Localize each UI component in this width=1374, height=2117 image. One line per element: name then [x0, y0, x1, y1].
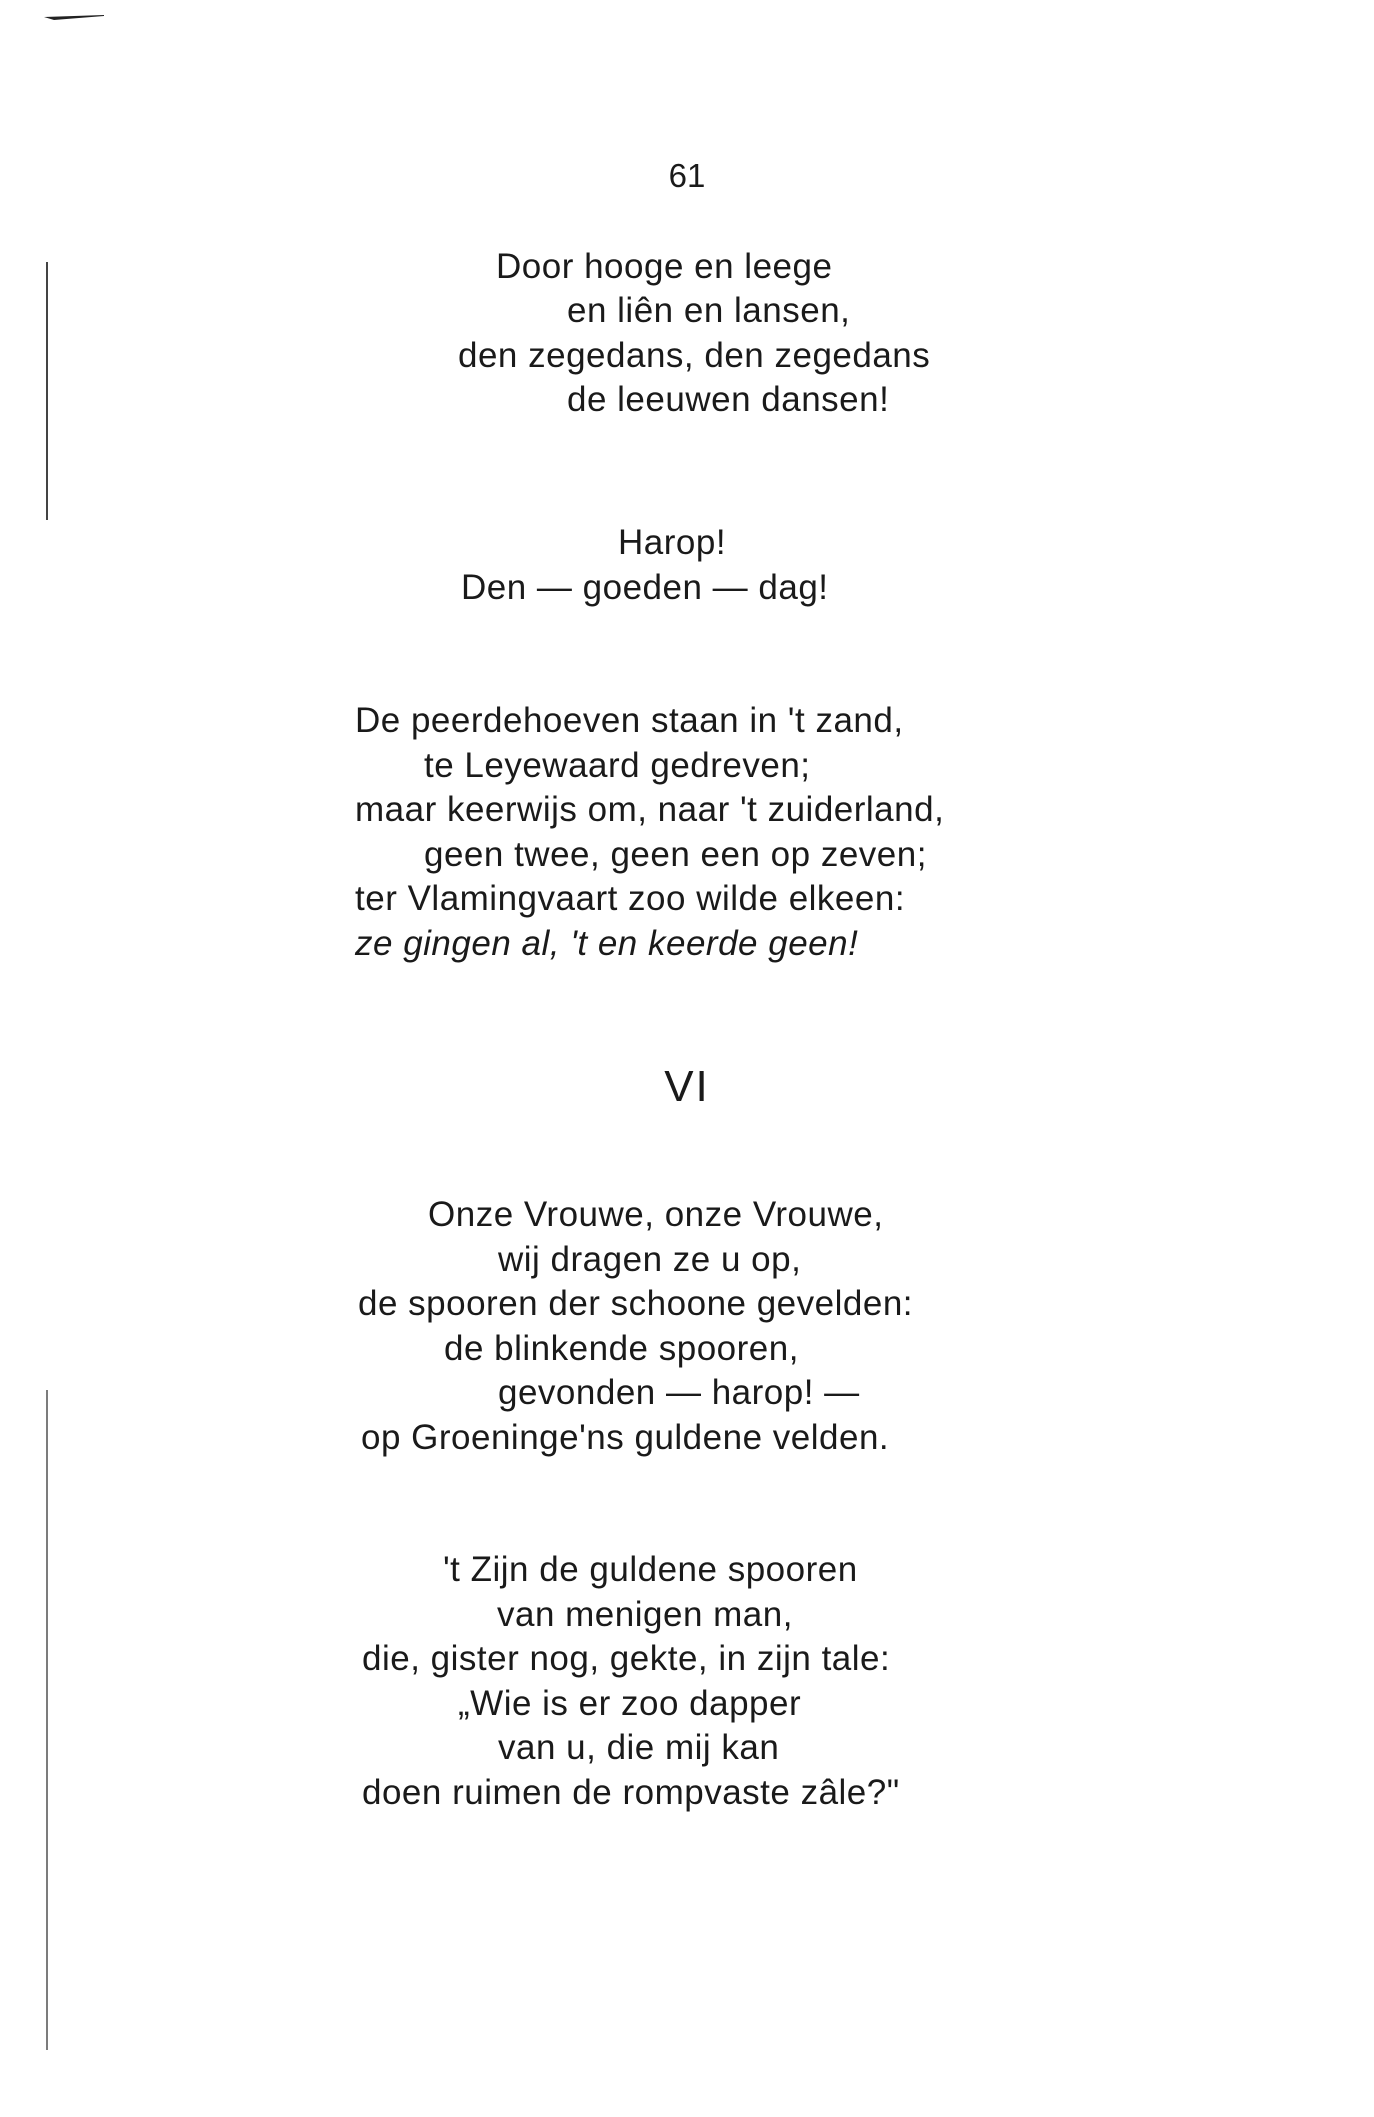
margin-line-bottom	[46, 1390, 48, 2050]
verse-line: de spooren der schoone gevelden:	[358, 1284, 914, 1323]
verse-line: en liên en lansen,	[567, 291, 851, 330]
verse-line: van u, die mij kan	[498, 1728, 780, 1767]
verse-line: te Leyewaard gedreven;	[424, 746, 811, 785]
verse-line: ze gingen al, 't en keerde geen!	[355, 924, 859, 963]
verse-line: op Groeninge'ns guldene velden.	[361, 1418, 890, 1457]
verse-line: De peerdehoeven staan in 't zand,	[355, 701, 904, 740]
section-heading: VI	[664, 1062, 710, 1111]
verse-line: geen twee, geen een op zeven;	[424, 835, 927, 874]
verse-line: Den — goeden — dag!	[461, 568, 829, 607]
verse-line: Onze Vrouwe, onze Vrouwe,	[428, 1195, 884, 1234]
verse-line: den zegedans, den zegedans	[458, 336, 931, 375]
verse-line: van menigen man,	[497, 1595, 793, 1634]
scan-corner-mark	[44, 14, 104, 20]
verse-line: „Wie is er zoo dapper	[458, 1684, 802, 1723]
verse-line: de leeuwen dansen!	[567, 380, 890, 419]
verse-line: gevonden — harop! —	[498, 1373, 860, 1412]
verse-line: maar keerwijs om, naar 't zuiderland,	[355, 790, 945, 829]
margin-line-top	[46, 262, 48, 520]
verse-line: 't Zijn de guldene spooren	[443, 1550, 858, 1589]
page-number: 61	[668, 157, 706, 194]
verse-line: doen ruimen de rompvaste zâle?"	[362, 1773, 900, 1812]
verse-line: wij dragen ze u op,	[498, 1240, 802, 1279]
verse-line: ter Vlamingvaart zoo wilde elkeen:	[355, 879, 906, 918]
verse-line: de blinkende spooren,	[444, 1329, 799, 1368]
verse-line: Harop!	[618, 523, 727, 562]
verse-line: Door hooge en leege	[496, 247, 833, 286]
verse-line: die, gister nog, gekte, in zijn tale:	[362, 1639, 891, 1678]
